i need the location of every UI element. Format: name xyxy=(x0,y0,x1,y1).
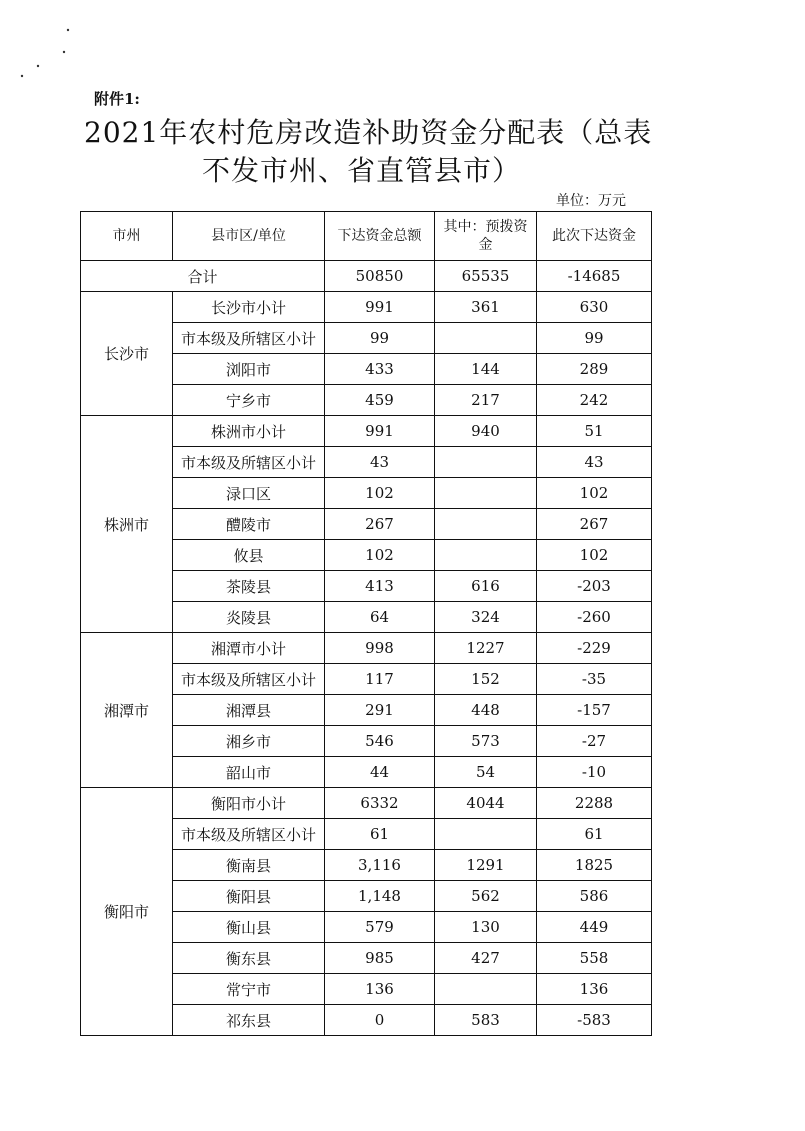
pre-cell: 1291 xyxy=(435,850,537,881)
total-cell: 117 xyxy=(325,664,435,695)
total-cell: 1,148 xyxy=(325,881,435,912)
county-cell: 湘潭县 xyxy=(173,695,325,726)
pre-cell: 324 xyxy=(435,602,537,633)
county-cell: 衡阳市小计 xyxy=(173,788,325,819)
total-cell: 413 xyxy=(325,571,435,602)
pre-cell: 562 xyxy=(435,881,537,912)
total-cell: 267 xyxy=(325,509,435,540)
current-cell: -260 xyxy=(537,602,652,633)
column-header: 县市区/单位 xyxy=(173,212,325,261)
subtotal-row xyxy=(81,633,652,664)
current-cell: -157 xyxy=(537,695,652,726)
current-cell: 99 xyxy=(537,323,652,354)
current-cell: 289 xyxy=(537,354,652,385)
total-cell: 459 xyxy=(325,385,435,416)
pre-cell: 1227 xyxy=(435,633,537,664)
column-header: 市州 xyxy=(81,212,173,261)
pre-cell: 217 xyxy=(435,385,537,416)
county-cell: 湘潭市小计 xyxy=(173,633,325,664)
county-cell: 市本级及所辖区小计 xyxy=(173,447,325,478)
current-cell: -27 xyxy=(537,726,652,757)
total-cell: 102 xyxy=(325,540,435,571)
county-cell: 祁东县 xyxy=(173,1005,325,1036)
current-cell: -10 xyxy=(537,757,652,788)
title-line-1: 2021年农村危房改造补助资金分配表（总表 xyxy=(84,116,653,149)
current-cell: 267 xyxy=(537,509,652,540)
total-cell: 0 xyxy=(325,1005,435,1036)
pre-cell xyxy=(435,478,537,509)
table-body xyxy=(81,261,652,1036)
county-cell: 茶陵县 xyxy=(173,571,325,602)
total-current: -14685 xyxy=(537,261,652,292)
subtotal-row xyxy=(81,788,652,819)
pre-cell: 583 xyxy=(435,1005,537,1036)
total-cell: 6332 xyxy=(325,788,435,819)
pre-cell xyxy=(435,509,537,540)
table-header xyxy=(81,212,652,261)
pre-cell: 54 xyxy=(435,757,537,788)
county-cell: 韶山市 xyxy=(173,757,325,788)
total-pre: 65535 xyxy=(435,261,537,292)
county-cell: 炎陵县 xyxy=(173,602,325,633)
pre-cell xyxy=(435,447,537,478)
total-cell: 43 xyxy=(325,447,435,478)
total-cell: 985 xyxy=(325,943,435,974)
total-label: 合计 xyxy=(81,261,325,292)
city-cell: 湘潭市 xyxy=(81,633,173,788)
pre-cell xyxy=(435,819,537,850)
county-cell: 衡东县 xyxy=(173,943,325,974)
current-cell: -229 xyxy=(537,633,652,664)
total-row xyxy=(81,261,652,292)
county-cell: 市本级及所辖区小计 xyxy=(173,664,325,695)
current-cell: 43 xyxy=(537,447,652,478)
current-cell: 102 xyxy=(537,540,652,571)
pre-cell: 4044 xyxy=(435,788,537,819)
total-cell: 99 xyxy=(325,323,435,354)
total-cell: 61 xyxy=(325,819,435,850)
total-amount: 50850 xyxy=(325,261,435,292)
current-cell: 51 xyxy=(537,416,652,447)
total-cell: 136 xyxy=(325,974,435,1005)
subtotal-row xyxy=(81,416,652,447)
current-cell: 558 xyxy=(537,943,652,974)
total-cell: 102 xyxy=(325,478,435,509)
total-cell: 44 xyxy=(325,757,435,788)
city-cell: 衡阳市 xyxy=(81,788,173,1036)
total-cell: 991 xyxy=(325,292,435,323)
total-cell: 291 xyxy=(325,695,435,726)
total-cell: 991 xyxy=(325,416,435,447)
column-header: 其中：预拨资金 xyxy=(435,212,537,261)
total-cell: 3,116 xyxy=(325,850,435,881)
total-cell: 546 xyxy=(325,726,435,757)
county-cell: 宁乡市 xyxy=(173,385,325,416)
pre-cell: 448 xyxy=(435,695,537,726)
allocation-table xyxy=(80,211,652,1036)
pre-cell: 130 xyxy=(435,912,537,943)
pre-cell: 940 xyxy=(435,416,537,447)
county-cell: 衡山县 xyxy=(173,912,325,943)
current-cell: 449 xyxy=(537,912,652,943)
current-cell: 242 xyxy=(537,385,652,416)
current-cell: 61 xyxy=(537,819,652,850)
current-cell: -203 xyxy=(537,571,652,602)
county-cell: 攸县 xyxy=(173,540,325,571)
total-cell: 998 xyxy=(325,633,435,664)
pre-cell: 427 xyxy=(435,943,537,974)
current-cell: 136 xyxy=(537,974,652,1005)
city-cell: 株洲市 xyxy=(81,416,173,633)
current-cell: -583 xyxy=(537,1005,652,1036)
current-cell: 2288 xyxy=(537,788,652,819)
column-header: 此次下达资金 xyxy=(537,212,652,261)
county-cell: 湘乡市 xyxy=(173,726,325,757)
subtotal-row xyxy=(81,292,652,323)
unit-label: 单位：万元 xyxy=(556,193,626,209)
total-cell: 433 xyxy=(325,354,435,385)
county-cell: 醴陵市 xyxy=(173,509,325,540)
pre-cell: 144 xyxy=(435,354,537,385)
scan-specks xyxy=(0,0,805,100)
current-cell: 630 xyxy=(537,292,652,323)
pre-cell: 573 xyxy=(435,726,537,757)
county-cell: 浏阳市 xyxy=(173,354,325,385)
city-cell: 长沙市 xyxy=(81,292,173,416)
current-cell: -35 xyxy=(537,664,652,695)
county-cell: 株洲市小计 xyxy=(173,416,325,447)
pre-cell: 616 xyxy=(435,571,537,602)
column-header: 下达资金总额 xyxy=(325,212,435,261)
county-cell: 衡阳县 xyxy=(173,881,325,912)
county-cell: 常宁市 xyxy=(173,974,325,1005)
pre-cell: 152 xyxy=(435,664,537,695)
current-cell: 1825 xyxy=(537,850,652,881)
attachment-label: 附件1: xyxy=(94,90,140,108)
county-cell: 市本级及所辖区小计 xyxy=(173,819,325,850)
pre-cell xyxy=(435,540,537,571)
title-line-2: 不发市州、省直管县市） xyxy=(202,154,522,187)
total-cell: 64 xyxy=(325,602,435,633)
current-cell: 102 xyxy=(537,478,652,509)
county-cell: 长沙市小计 xyxy=(173,292,325,323)
total-cell: 579 xyxy=(325,912,435,943)
county-cell: 渌口区 xyxy=(173,478,325,509)
pre-cell: 361 xyxy=(435,292,537,323)
county-cell: 市本级及所辖区小计 xyxy=(173,323,325,354)
current-cell: 586 xyxy=(537,881,652,912)
county-cell: 衡南县 xyxy=(173,850,325,881)
pre-cell xyxy=(435,323,537,354)
document-title xyxy=(84,114,724,190)
pre-cell xyxy=(435,974,537,1005)
